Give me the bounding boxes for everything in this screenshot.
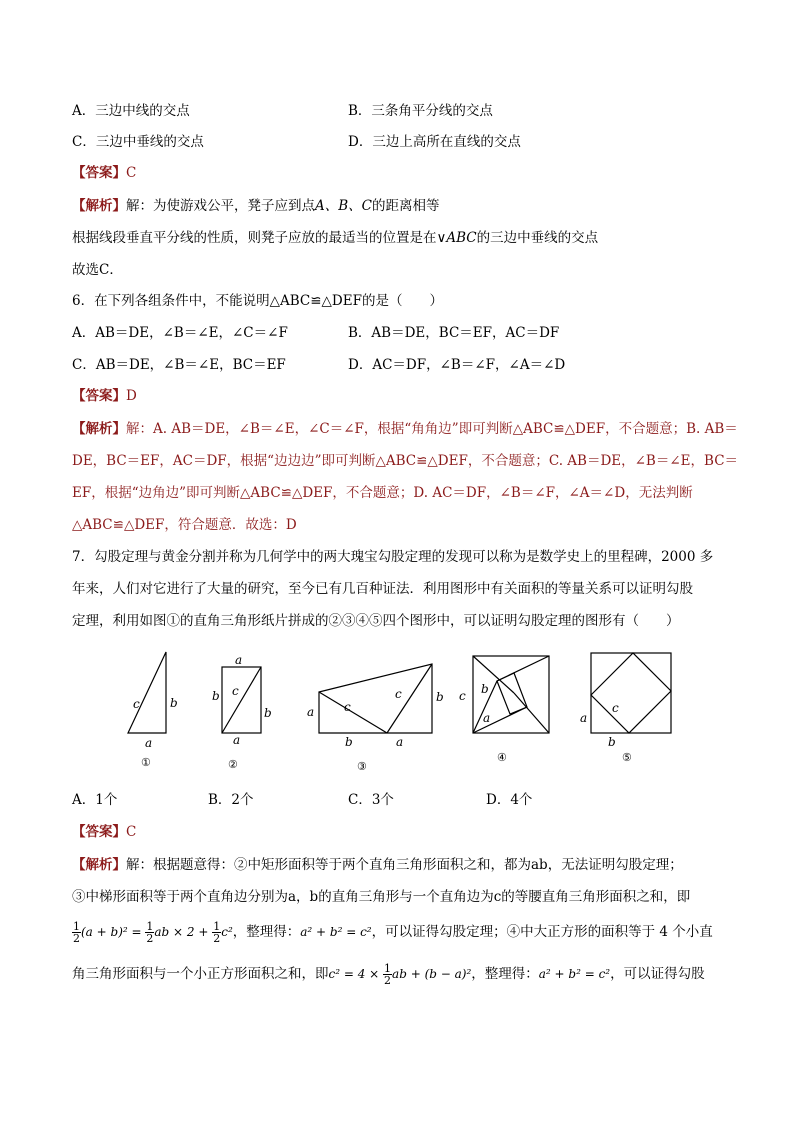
fig3-label-b-right: b [436,690,444,704]
fig1-label-c: c [133,697,140,711]
q7-analysis-line3: $\frac{1}{2}$ (a + b)² = $\frac{1}{2}$ ab × 2 + $\frac{1}{2}$ c²，整理得：a² + b² = c²，可以证得勾股定理；④中大正方形的面积等于 4 个小直 [73,920,713,945]
q6-answer [72,387,137,405]
answer-value: D [126,388,137,404]
q7-stem-line1: 7．勾股定理与黄金分割并称为几何学中的两大瑰宝勾股定理的发现可以称为是数学史上的里程碑，2000 多 [72,549,714,565]
fig3-line2 [387,664,432,733]
fig1-number: ① [141,756,151,769]
q6-option-c: C．AB＝DE，∠B＝∠E，BC＝EF [72,357,286,373]
fig3-label-a-bottom: a [396,735,404,749]
answer-tag: 【答案】 [72,388,126,404]
fraction: $\frac{1}{2}$ [73,920,80,945]
fig3-label-c2: c [395,687,402,701]
fig1-triangle [128,652,166,733]
q5-analysis-line2: 根据线段垂直平分线的性质，则凳子应放的最适当的位置是在∨ABC的三边中垂线的交点 [72,230,599,246]
analysis-tag: 【解析】 [72,857,126,873]
analysis-tag: 【解析】 [72,198,126,214]
q5-analysis-line3: 故选C． [72,262,123,278]
q6-analysis-line2: DE，BC＝EF，AC＝DF，根据“边边边”即可判断△ABC≌△DEF，不合题意；C. AB＝DE，∠B＝∠E，BC＝ [72,453,739,469]
fraction: $\frac{1}{2}$ [146,920,154,945]
fig2-diagonal [222,667,261,733]
fig2-number: ② [228,758,238,770]
q5-analysis-line1: 【解析】解：为使游戏公平，凳子应到点A、B、C的距离相等 [72,198,440,214]
q6-stem: 6．在下列各组条件中，不能说明△ABC≌△DEF的是（ ） [72,293,443,309]
q7-analysis-line2: ③中梯形面积等于两个直角边分别为a，b的直角三角形与一个直角边为c的等腰直角三角形面积之和，即 [72,889,691,905]
fig5-label-a: a [580,711,588,725]
q7-analysis-line1: 【解析】解：根据题意得：②中矩形面积等于两个直角三角形面积之和，都为ab，无法证明勾股定理； [72,857,683,873]
fig4-label-b: b [481,682,489,696]
q7-option-a: A．1个 [72,792,118,808]
fig3-label-c1: c [344,700,351,714]
q6-analysis-line1: 【解析】解：A. AB＝DE，∠B＝∠E，∠C＝∠F，根据“角角边”即可判断△ABC≌△DEF，不合题意；B. AB＝ [72,421,738,437]
fig3-label-a-left: a [307,705,315,719]
fig5-square [591,653,671,733]
fig1-label-b: b [170,696,178,710]
fig4-label-c: c [459,689,466,703]
fig2-label-a-bottom: a [233,733,241,747]
q6-option-b: B．AB＝DE，BC＝EF，AC＝DF [348,325,560,341]
fig4-line4 [514,693,549,733]
fig3-label-b-bottom: b [345,735,353,749]
q7-option-c: C．3个 [348,792,394,808]
q5-option-a: A．三边中线的交点 [72,103,190,119]
fig3-line1 [319,692,387,733]
fig4-number: ④ [497,751,507,764]
q6-option-a: A．AB＝DE，∠B＝∠E，∠C＝∠F [72,325,288,341]
q5-option-c: C．三边中垂线的交点 [72,134,204,150]
q7-option-d: D．4个 [486,792,533,808]
q6-analysis-line4: △ABC≌△DEF，符合题意．故选：D [72,517,297,533]
fig4-label-a: a [483,711,491,725]
q6-option-d: D．AC＝DF，∠B＝∠F，∠A＝∠D [348,357,566,373]
fraction: $\frac{1}{2}$ [384,962,392,987]
answer-value: C [126,824,137,840]
q7-answer [72,823,136,841]
fig4-inner-square [497,673,527,714]
fig3-trapezoid [319,664,432,733]
q7-stem-line3: 定理，利用如图①的直角三角形纸片拼成的②③④⑤四个图形中，可以证明勾股定理的图形有（ ） [72,613,680,629]
fig5-inner-square [591,653,671,733]
fig2-label-b-right: b [264,706,272,720]
q7-option-b: B．2个 [208,792,254,808]
q7-stem-line2: 年来，人们对它进行了大量的研究，至今已有几百种证法．利用图形中有关面积的等量关系可以证明勾股 [72,581,693,597]
answer-tag: 【答案】 [72,824,126,840]
fig1-label-a: a [145,736,153,750]
q7-analysis-line4: 角三角形面积与一个小正方形面积之和，即c² = 4 × $\frac{1}{2}$ ab + (b − a)²，整理得：a² + b² = c²，可以证得勾股 [72,962,705,987]
fig5-label-b: b [608,735,616,749]
q5-option-d: D．三边上高所在直线的交点 [348,134,521,150]
fraction: $\frac{1}{2}$ [213,920,221,945]
fig5-number: ⑤ [622,751,632,764]
fig2-label-c: c [232,684,239,698]
fig5-label-c: c [612,701,619,715]
analysis-tag: 【解析】 [72,421,126,437]
answer-value: C [126,165,137,181]
fig2-label-b-left: b [212,689,220,703]
q5-option-b: B．三条角平分线的交点 [348,103,493,119]
q7-figures [0,640,794,770]
q5-answer [72,164,136,182]
q6-analysis-line3: EF，根据“边角边”即可判断△ABC≌△DEF，不合题意；D. AC＝DF，∠B＝∠F，∠A＝∠D，无法判断 [72,485,693,501]
fig2-label-a-top: a [235,653,243,667]
answer-tag: 【答案】 [72,165,126,181]
fig3-number: ③ [357,760,367,770]
